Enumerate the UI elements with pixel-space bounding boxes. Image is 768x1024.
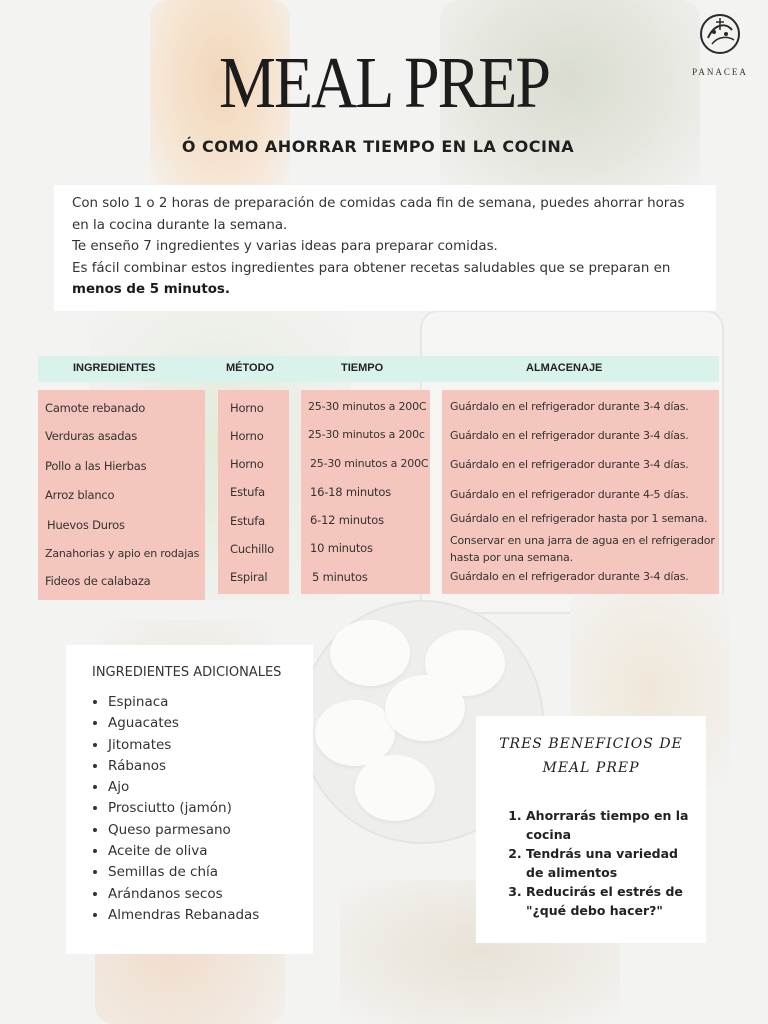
benefits-title-line-1: TRES BENEFICIOS DE	[499, 736, 683, 752]
header-ingredients: INGREDIENTES	[73, 362, 156, 374]
method-cell: Horno	[230, 401, 264, 415]
benefit-item: 2. Tendrás una variedad de alimentos	[526, 844, 692, 882]
header-time: TIEMPO	[341, 362, 384, 374]
list-item: • Semillas de chía	[108, 862, 313, 883]
egg-image	[385, 675, 465, 741]
ingredient-cell: Arroz blanco	[45, 488, 115, 502]
time-cell: 25-30 minutos a 200C	[308, 400, 427, 413]
list-item: • Aguacates	[108, 713, 313, 734]
list-item: • Arándanos secos	[108, 884, 313, 905]
list-item: • Jitomates	[108, 735, 313, 756]
ingredient-cell: Zanahorias y apio en rodajas	[45, 547, 200, 560]
ingredient-cell: Pollo a las Hierbas	[45, 459, 147, 473]
method-cell: Espiral	[230, 570, 268, 584]
time-cell: 6-12 minutos	[310, 513, 384, 527]
intro-line-3-text: Es fácil combinar estos ingredientes para obtener recetas saludables que se preparan en	[72, 260, 671, 276]
storage-cell: Conservar en una jarra de agua en el refrigerador hasta por una semana.	[450, 534, 715, 564]
time-cell: 25-30 minutos a 200c	[308, 428, 425, 441]
storage-cell: Guárdalo en el refrigerador durante 3-4 días.	[450, 458, 689, 471]
additional-ingredients-panel	[66, 645, 313, 954]
storage-cell: Guárdalo en el refrigerador durante 3-4 días.	[450, 429, 689, 442]
method-cell: Cuchillo	[230, 542, 274, 556]
storage-cell: Guárdalo en el refrigerador durante 4-5 días.	[450, 488, 689, 501]
list-item: • Aceite de oliva	[108, 841, 313, 862]
benefits-list	[498, 806, 692, 920]
ingredient-cell: Verduras asadas	[45, 429, 138, 443]
logo-text: PANACEA	[692, 67, 748, 77]
benefit-item: 3. Reducirás el estrés de "¿qué debo hacer?"	[526, 882, 692, 920]
ingredient-cell: Camote rebanado	[45, 401, 146, 415]
benefits-panel	[476, 716, 706, 943]
intro-line-1: Con solo 1 o 2 horas de preparación de comidas cada fin de semana, puedes ahorrar horas en la cocina durante la semana.	[72, 196, 685, 233]
header-method: MÉTODO	[226, 362, 275, 374]
time-cell: 25-30 minutos a 200C	[310, 457, 429, 470]
benefits-title	[498, 732, 684, 780]
method-cell: Estufa	[230, 514, 265, 528]
storage-cell: Guárdalo en el refrigerador durante 3-4 días.	[450, 400, 689, 413]
list-item: • Queso parmesano	[108, 820, 313, 841]
additional-ingredients-title: INGREDIENTES ADICIONALES	[92, 665, 282, 680]
page-subtitle: Ó COMO AHORRAR TIEMPO EN LA COCINA	[181, 137, 575, 156]
page-title: MEAL PREP	[219, 41, 549, 124]
additional-ingredients-list	[92, 692, 313, 926]
storage-cell: Guárdalo en el refrigerador hasta por 1 semana.	[450, 512, 708, 525]
ingredient-cell: Huevos Duros	[47, 518, 125, 532]
method-cell: Estufa	[230, 485, 265, 499]
method-cell: Horno	[230, 457, 264, 471]
list-item: • Ajo	[108, 777, 313, 798]
list-item: • Almendras Rebanadas	[108, 905, 313, 926]
egg-image	[355, 755, 435, 821]
storage-cell: Guárdalo en el refrigerador durante 3-4 días.	[450, 570, 689, 583]
intro-panel	[54, 185, 716, 311]
list-item: • Rábanos	[108, 756, 313, 777]
list-item: • Prosciutto (jamón)	[108, 798, 313, 819]
time-cell: 10 minutos	[310, 541, 373, 555]
intro-line-3	[72, 258, 698, 301]
ingredient-cell: Fideos de calabaza	[45, 574, 151, 588]
benefits-title-line-2: MEAL PREP	[542, 760, 640, 776]
intro-line-2: Te enseño 7 ingredientes y varias ideas para preparar comidas.	[72, 239, 498, 254]
list-item: • Espinaca	[108, 692, 313, 713]
time-cell: 16-18 minutos	[310, 485, 391, 499]
method-cell: Horno	[230, 429, 264, 443]
benefit-item: 1. Ahorrarás tiempo en la cocina	[526, 806, 692, 844]
header-storage: ALMACENAJE	[526, 362, 603, 374]
table-header	[38, 356, 719, 382]
intro-bold-text: menos de 5 minutos.	[72, 282, 230, 297]
egg-image	[330, 620, 410, 686]
time-cell: 5 minutos	[312, 570, 368, 584]
